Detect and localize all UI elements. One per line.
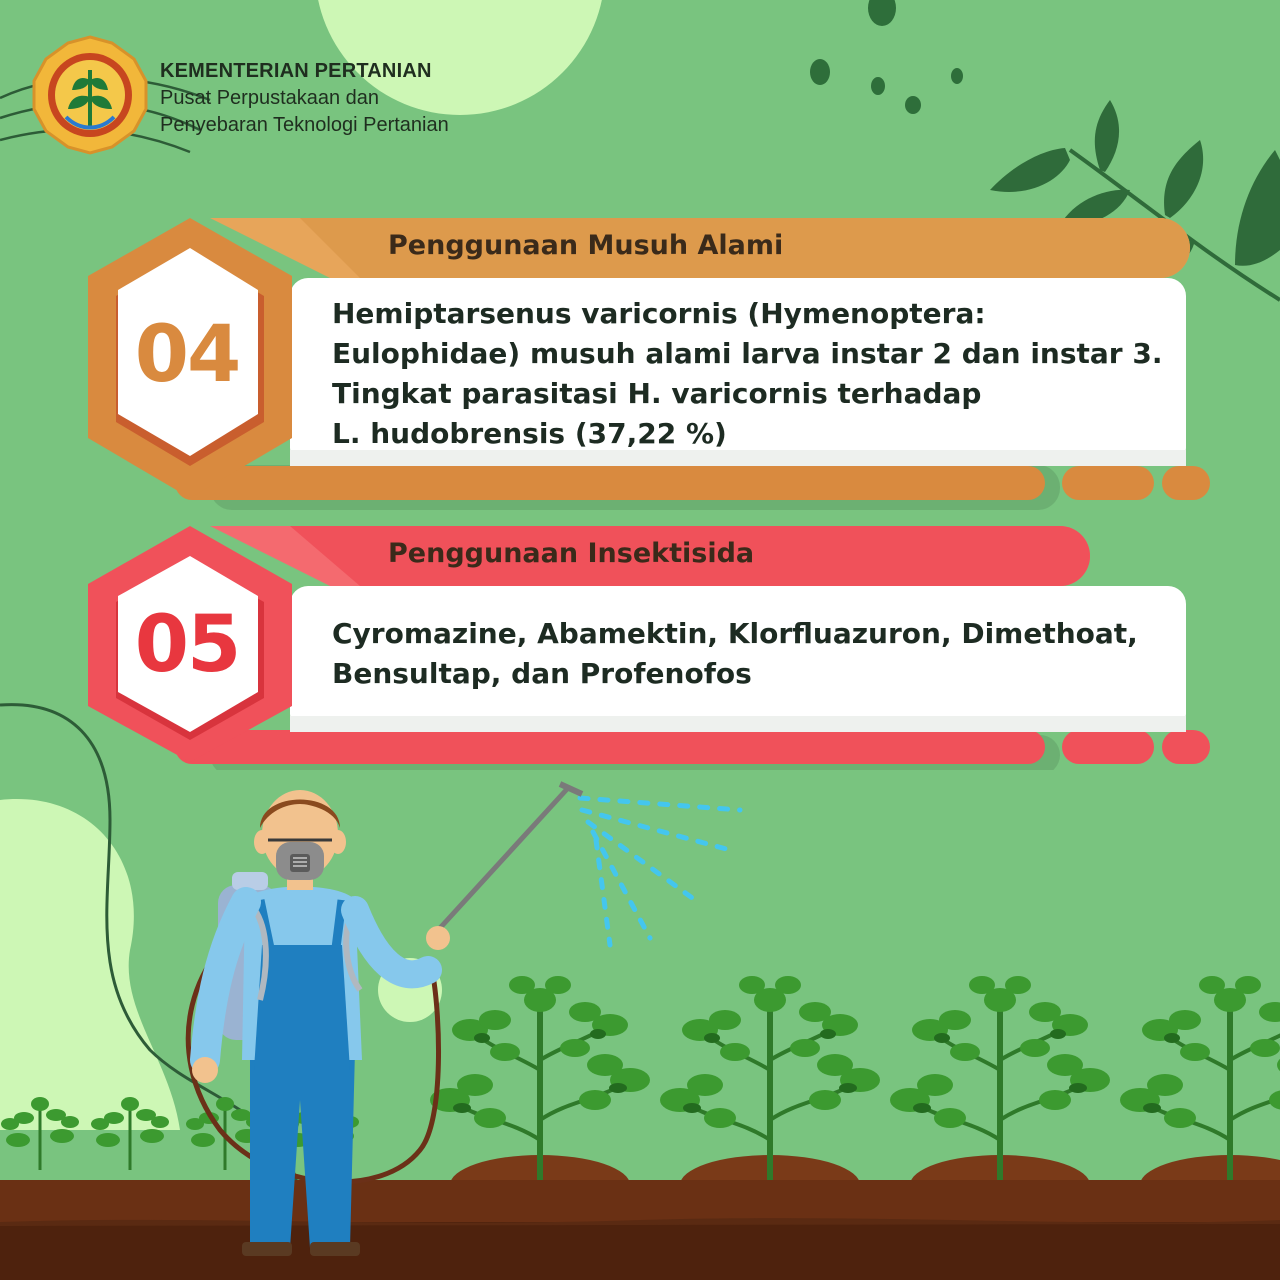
card-04-title: Penggunaan Musuh Alami [388,230,784,261]
card-05-title: Penggunaan Insektisida [388,538,755,569]
card-05-body [332,614,1138,694]
org-subtitle-line-1: Pusat Perpustakaan dan [160,87,380,109]
farmer-illustration [150,770,770,1270]
card-04-line: L. hudobrensis (37,22 %) [332,417,727,450]
card-04-body [332,294,1162,454]
dot [810,59,830,85]
card-04-line: Tingkat parasitasi H. varicornis terhadap [332,377,982,410]
card-04-number: 04 [134,310,240,400]
dot [871,77,885,95]
plant-icon [1120,976,1280,1180]
org-subtitle-line-2: Penyebaran Teknologi Pertanian [160,114,449,136]
card-04-line: Hemiptarsenus varicornis (Hymenoptera: [332,297,986,330]
dot [951,68,963,84]
dot [905,96,921,114]
dot [868,0,896,26]
card-04-line: Eulophidae) musuh alami larva instar 2 dan instar 3. [332,337,1163,370]
org-name: KEMENTERIAN PERTANIAN [160,60,432,82]
card-05-number: 05 [134,600,240,690]
card-05-line: Cyromazine, Abamektin, Klorfluazuron, Dimethoat, [332,617,1138,650]
small-plant-icon [1,1097,79,1170]
ministry-logo-icon [30,35,150,155]
plant-icon [890,976,1110,1180]
spray-icon [580,798,740,945]
card-05-line: Bensultap, dan Profenofos [332,657,752,690]
